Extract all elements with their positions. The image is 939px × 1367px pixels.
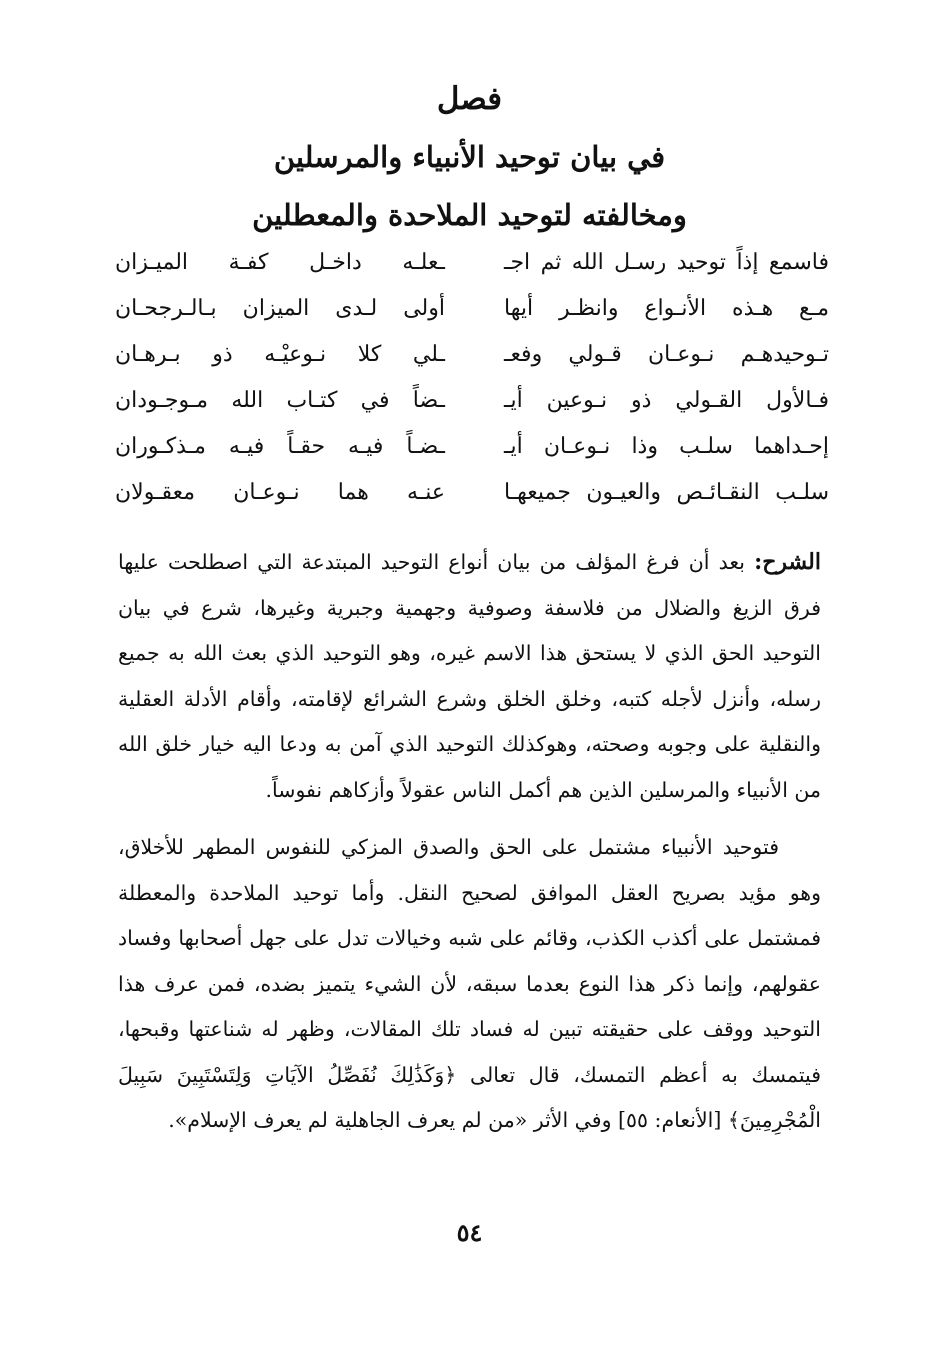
verse-second-hemistich: ـلي كلا نـوعيْـه ذو بـرهـان: [115, 342, 445, 367]
poem-verses: [110, 240, 829, 530]
chapter-subtitle-line-1: في بيان توحيد الأنبياء والمرسلين: [273, 140, 666, 174]
verse-first-hemistich: فـالأول القـولي ذو نـوعين أيـ: [504, 388, 829, 413]
chapter-heading: [120, 70, 819, 244]
verse-line: [110, 286, 829, 332]
verse-second-hemistich: ـعلـه داخـل كفـة الميـزان: [115, 250, 445, 275]
chapter-title: فصل: [436, 81, 503, 117]
verse-second-hemistich: أولى لـدى الميزان بـالـرجحـان: [115, 296, 445, 321]
verse-line: [110, 378, 829, 424]
verse-second-hemistich: عنـه هما نـوعـان معقـولان: [115, 480, 445, 505]
verse-first-hemistich: سلـب النقـائـص والعيـون جميعهـا: [504, 480, 829, 505]
verse-line: [110, 240, 829, 286]
verse-second-hemistich: ـضاً في كتـاب الله مـوجـودان: [115, 388, 445, 413]
commentary-section: [118, 540, 821, 1144]
commentary-paragraph-1: [118, 540, 821, 813]
verse-line: [110, 470, 829, 516]
verse-first-hemistich: تـوحيدهـم نـوعـان قـولي وفعـ: [504, 342, 829, 367]
verse-first-hemistich: مـع هـذه الأنـواع وانظـر أيها: [504, 296, 829, 321]
commentary-label: الشرح:: [754, 549, 821, 575]
verse-second-hemistich: ـضـاً فيـه حقـاً فيـه مـذكـوران: [115, 434, 445, 459]
chapter-subtitle-line-2: ومخالفته لتوحيد الملاحدة والمعطلين: [252, 198, 687, 232]
commentary-text-1: بعد أن فرغ المؤلف من بيان أنواع التوحيد المبتدعة التي اصطلحت عليها فرق الزيغ والضلال من فلاسفة وصوفية وجهمية وجبرية وغيرها، شرع في بيان التوحيد الحق الذي لا يستحق هذا الاسم غيره، وهو التوحيد الذي بعث الله به جميع رسله، وأنزل لأجله كتبه، وخلق الخلق وشرع الشرائع لإقامته، وأقام الأدلة العقلية والنقلية على وجوبه وصحته، وهوكذلك التوحيد الذي آمن به ودعا اليه خيار خلق الله من الأنبياء والمرسلين الذين هم أكمل الناس عقولاً وأزكاهم نفوساً.: [118, 550, 821, 802]
verse-first-hemistich: فاسمع إذاً توحيد رسـل الله ثم اجـ: [504, 250, 829, 275]
verse-line: [110, 332, 829, 378]
page-number: ٥٤: [456, 1218, 483, 1247]
commentary-paragraph-2: فتوحيد الأنبياء مشتمل على الحق والصدق المزكي للنفوس المطهر للأخلاق، وهو مؤيد بصريح العقل الموافق لصحيح النقل. وأما توحيد الملاحدة والمعطلة فمشتمل على أكذب الكذب، وقائم على شبه وخيالات تدل على جهل أصحابها وفساد عقولهم، وإنما ذكر هذا النوع بعدما سبقه، لأن الشيء يتميز بضده، فمن عرف هذا التوحيد ووقف على حقيقته تبين له فساد تلك المقالات، وظهر له شناعتها وقبحها، فيتمسك به أعظم التمسك، قال تعالى ﴿وَكَذَٰلِكَ نُفَصِّلُ الآيَاتِ وَلِتَسْتَبِينَ سَبِيلَ الْمُجْرِمِينَ﴾ [الأنعام: ٥٥] وفي الأثر «من لم يعرف الجاهلية لم يعرف الإسلام».: [118, 835, 821, 1132]
verse-line: [110, 424, 829, 470]
verse-first-hemistich: إحـداهما سلـب وذا نـوعـان أيـ: [504, 434, 829, 459]
